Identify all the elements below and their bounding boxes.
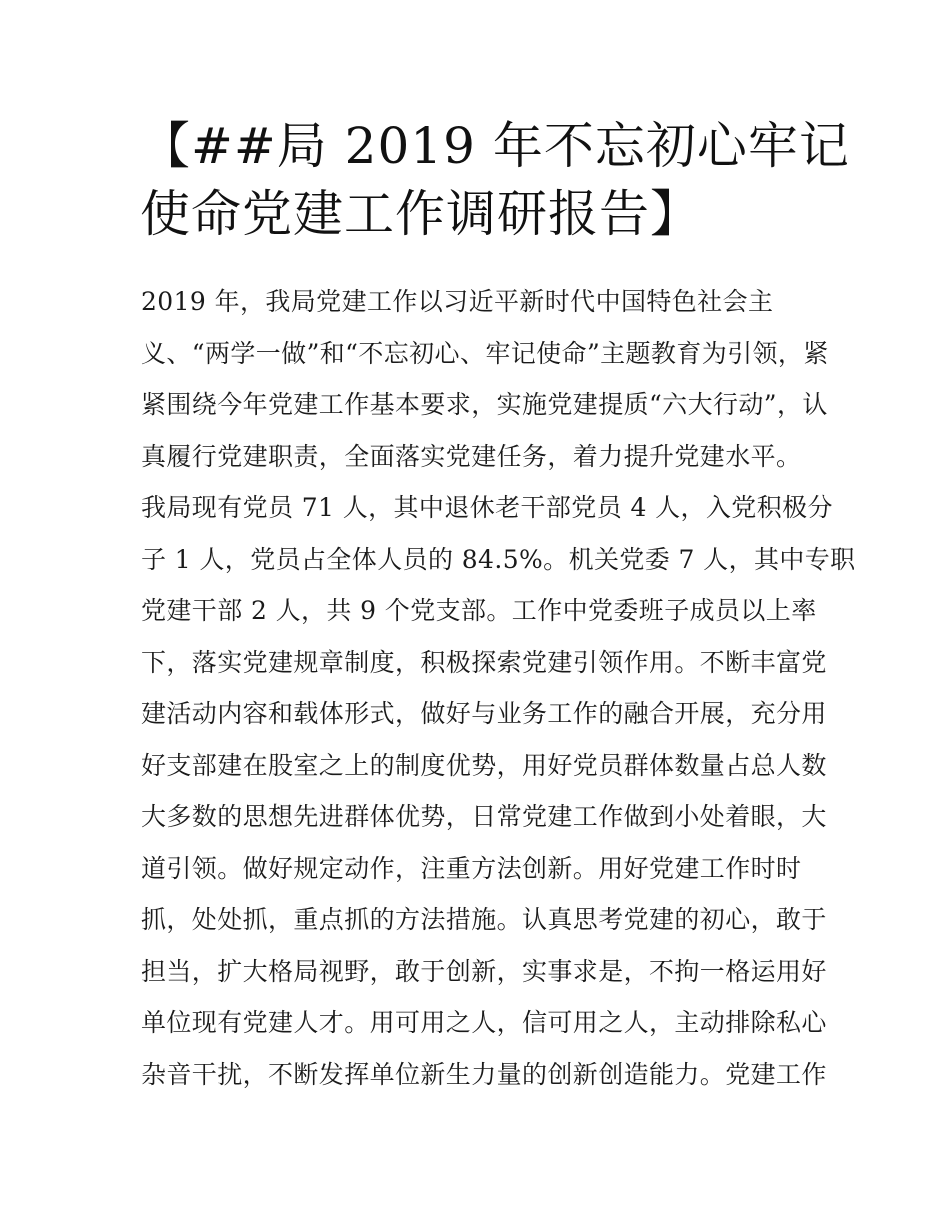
body-line: 党建干部 2 人，共 9 个党支部。工作中党委班子成员以上率 <box>141 596 817 625</box>
title-line: 【##局 2019 年不忘初心牢记 <box>140 117 850 175</box>
body-line: 子 1 人，党员占全体人员的 84.5%。机关党委 7 人，其中专职 <box>141 544 856 574</box>
document-title <box>140 112 850 248</box>
body-line: 下，落实党建规章制度，积极探索党建引领作用。不断丰富党 <box>141 647 827 677</box>
body-line: 真履行党建职责，全面落实党建任务，着力提升党建水平。 <box>141 441 802 471</box>
body-line: 大多数的思想先进群体优势，日常党建工作做到小处着眼，大 <box>141 802 827 831</box>
body-line: 杂音干扰，不断发挥单位新生力量的创新创造能力。党建工作 <box>141 1059 827 1089</box>
body-line: 建活动内容和载体形式，做好与业务工作的融合开展，充分用 <box>141 699 827 728</box>
body-line: 担当，扩大格局视野，敢于创新，实事求是，不拘一格运用好 <box>141 956 827 986</box>
body-line: 我局现有党员 71 人，其中退休老干部党员 4 人，入党积极分 <box>141 493 833 522</box>
body-paragraph <box>141 280 856 1104</box>
body-line: 紧围绕今年党建工作基本要求，实施党建提质“六大行动”，认 <box>141 390 828 419</box>
body-line: 单位现有党建人才。用可用之人，信可用之人，主动排除私心 <box>141 1008 827 1037</box>
body-line: 抓，处处抓，重点抓的方法措施。认真思考党建的初心，敢于 <box>141 905 827 934</box>
body-line: 义、“两学一做”和“不忘初心、牢记使命”主题教育为引领，紧 <box>141 338 829 368</box>
body-line: 2019 年，我局党建工作以习近平新时代中国特色社会主 <box>141 287 774 316</box>
body-line: 道引领。做好规定动作，注重方法创新。用好党建工作时时 <box>141 853 802 883</box>
body-line: 好支部建在股室之上的制度优势，用好党员群体数量占总人数 <box>141 750 827 780</box>
title-line: 使命党建工作调研报告】 <box>140 185 701 243</box>
